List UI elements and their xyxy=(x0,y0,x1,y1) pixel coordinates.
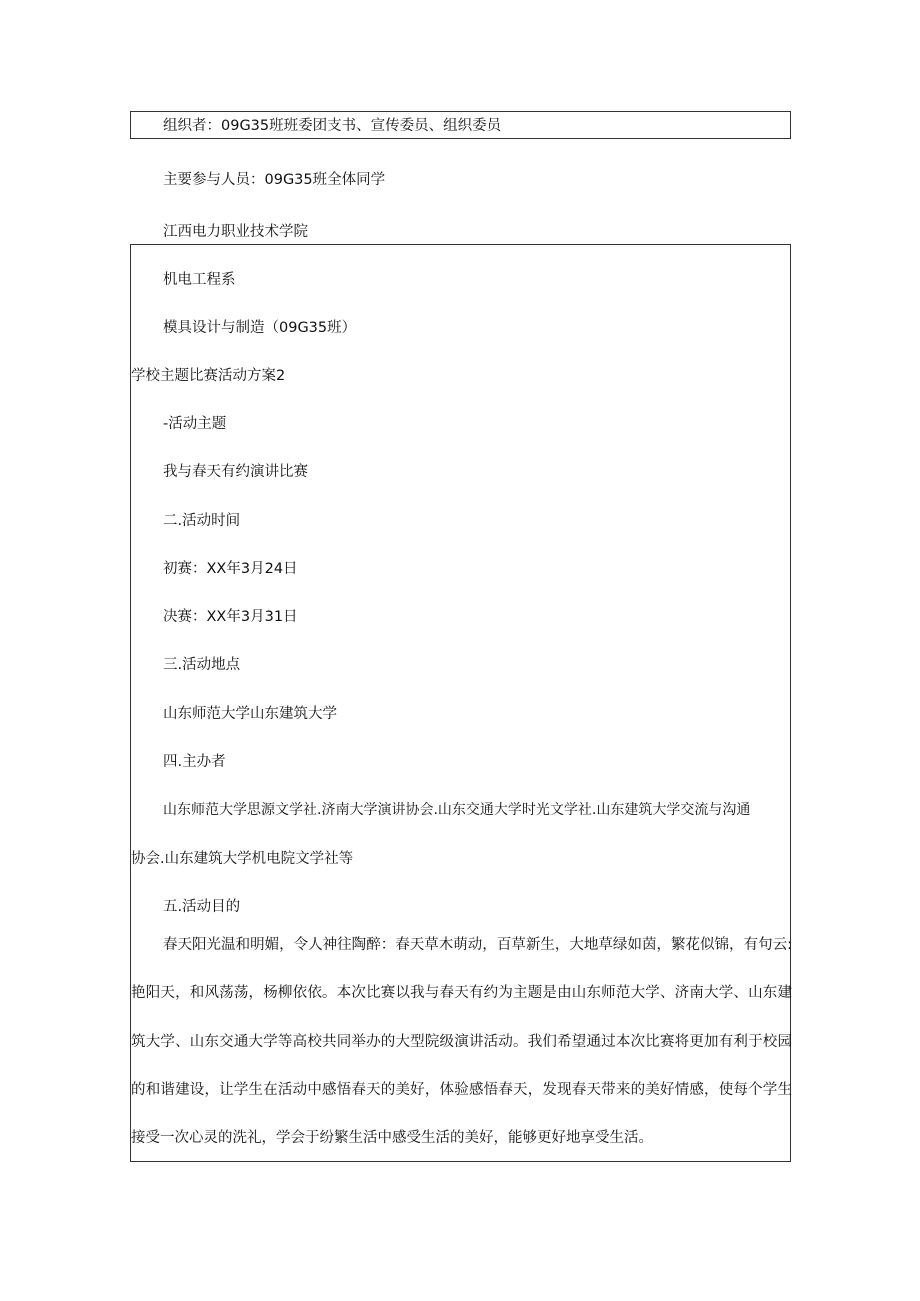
host-line-2: 协会.山东建筑大学机电院文学社等 xyxy=(131,851,354,867)
purpose-heading: 五.活动目的 xyxy=(163,899,241,915)
department-line: 机电工程系 xyxy=(163,272,236,288)
location-heading: 三.活动地点 xyxy=(163,657,241,673)
purpose-paragraph: 春天阳光温和明媚，令人神往陶醉：春天草木萌动，百草新生，大地草绿如茵，繁花似锦，有句云: 艳阳天，和风荡荡，杨柳依依。本次比赛以我与春天有约为主题是由山东师范大学、济南大学、山东建筑大学、山东交通大学等高校共同举办的大型院级演讲活动。我们希望通过本次比赛将更加有利于校园的和谐建设，让学生在活动中感悟春天的美好，体验感悟春天，发现春天带来的美好情感，使每个学生接受一次心灵的洗礼，学会于纷繁生活中感受生活的美好，能够更好地享受生活。 xyxy=(131,937,792,1147)
theme-text: 我与春天有约演讲比赛 xyxy=(163,464,308,480)
theme-heading: -活动主题 xyxy=(163,416,227,432)
organizer-line: 组织者：09G35班班委团支书、宣传委员、组织委员 xyxy=(163,118,502,134)
host-line-1: 山东师范大学思源文学社.济南大学演讲协会.山东交通大学时光文学社.山东建筑大学交流与沟通 xyxy=(163,802,751,818)
participants-line: 主要参与人员：09G35班全体同学 xyxy=(163,172,386,188)
class-name-line: 模具设计与制造（09G35班） xyxy=(163,320,357,336)
time-heading: 二.活动时间 xyxy=(163,513,241,529)
host-heading: 四.主办者 xyxy=(163,754,226,770)
plan-title: 学校主题比赛活动方案2 xyxy=(131,368,286,384)
institution-line: 江西电力职业技术学院 xyxy=(163,224,308,240)
prelim-date: 初赛：XX年3月24日 xyxy=(163,561,298,577)
location-text: 山东师范大学山东建筑大学 xyxy=(163,706,337,722)
final-date: 决赛：XX年3月31日 xyxy=(163,609,298,625)
